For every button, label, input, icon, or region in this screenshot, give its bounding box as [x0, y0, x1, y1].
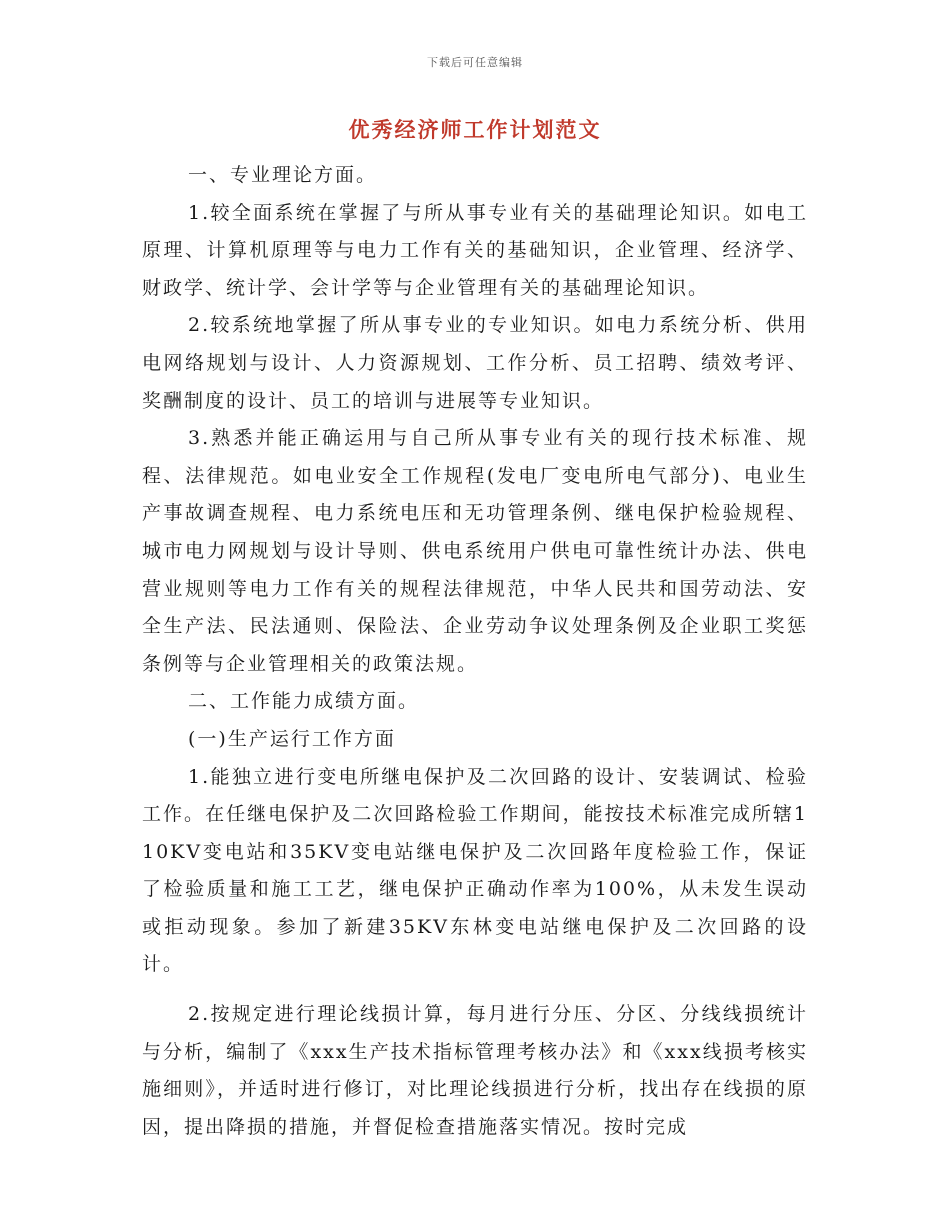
section-heading-ability: 二、工作能力成绩方面。 — [188, 690, 420, 713]
paragraph-theory-2: 2.较系统地掌握了所从事专业的专业知识。如电力系统分析、供用电网络规划与设计、人力资源规划、工作分析、员工招聘、绩效考评、奖酬制度的设计、员工的培训与进展等专业知识。 — [142, 314, 808, 412]
paragraph-theory-1: 1.较全面系统在掌握了与所从事专业有关的基础理论知识。如电工原理、计算机原理等与电力工作有关的基础知识，企业管理、经济学、财政学、统计学、会计学等与企业管理有关的基础理论知识。 — [142, 201, 808, 299]
subsection-heading-production: (一)生产运行工作方面 — [188, 727, 396, 750]
document-body — [142, 157, 808, 1146]
section-heading-theory: 一、专业理论方面。 — [188, 164, 378, 186]
document-title: 优秀经济师工作计划范文 — [348, 117, 602, 142]
paragraph-theory-3: 3.熟悉并能正确运用与自己所从事专业有关的现行技术标准、规程、法律规范。如电业安全工作规程(发电厂变电所电气部分)、电业生产事故调查规程、电力系统电压和无功管理条例、继电保护检验规程、城市电力网规划与设计导则、供电系统用户供电可靠性统计办法、供电营业规则等电力工作有关的规程法律规范，中华人民共和国劳动法、安全生产法、民法通则、保险法、企业劳动争议处理条例及企业职工奖惩条例等与企业管理相关的政策法规。 — [142, 427, 808, 675]
paragraph-production-2: 2.按规定进行理论线损计算，每月进行分压、分区、分线线损统计与分析，编制了《xxx生产技术指标管理考核办法》和《xxx线损考核实施细则》，并适时进行修订，对比理论线损进行分析，找出存在线损的原因，提出降损的措施，并督促检查措施落实情况。按时完成 — [142, 1003, 808, 1138]
paragraph-production-1: 1.能独立进行变电所继电保护及二次回路的设计、安装调试、检验工作。在任继电保护及二次回路检验工作期间，能按技术标准完成所辖110KV变电站和35KV变电站继电保护及二次回路年度检验工作，保证了检验质量和施工工艺，继电保护正确动作率为100%，从未发生误动或拒动现象。参加了新建35KV东林变电站继电保护及二次回路的设计。 — [142, 765, 808, 976]
header-note: 下载后可任意编辑 — [427, 56, 523, 69]
